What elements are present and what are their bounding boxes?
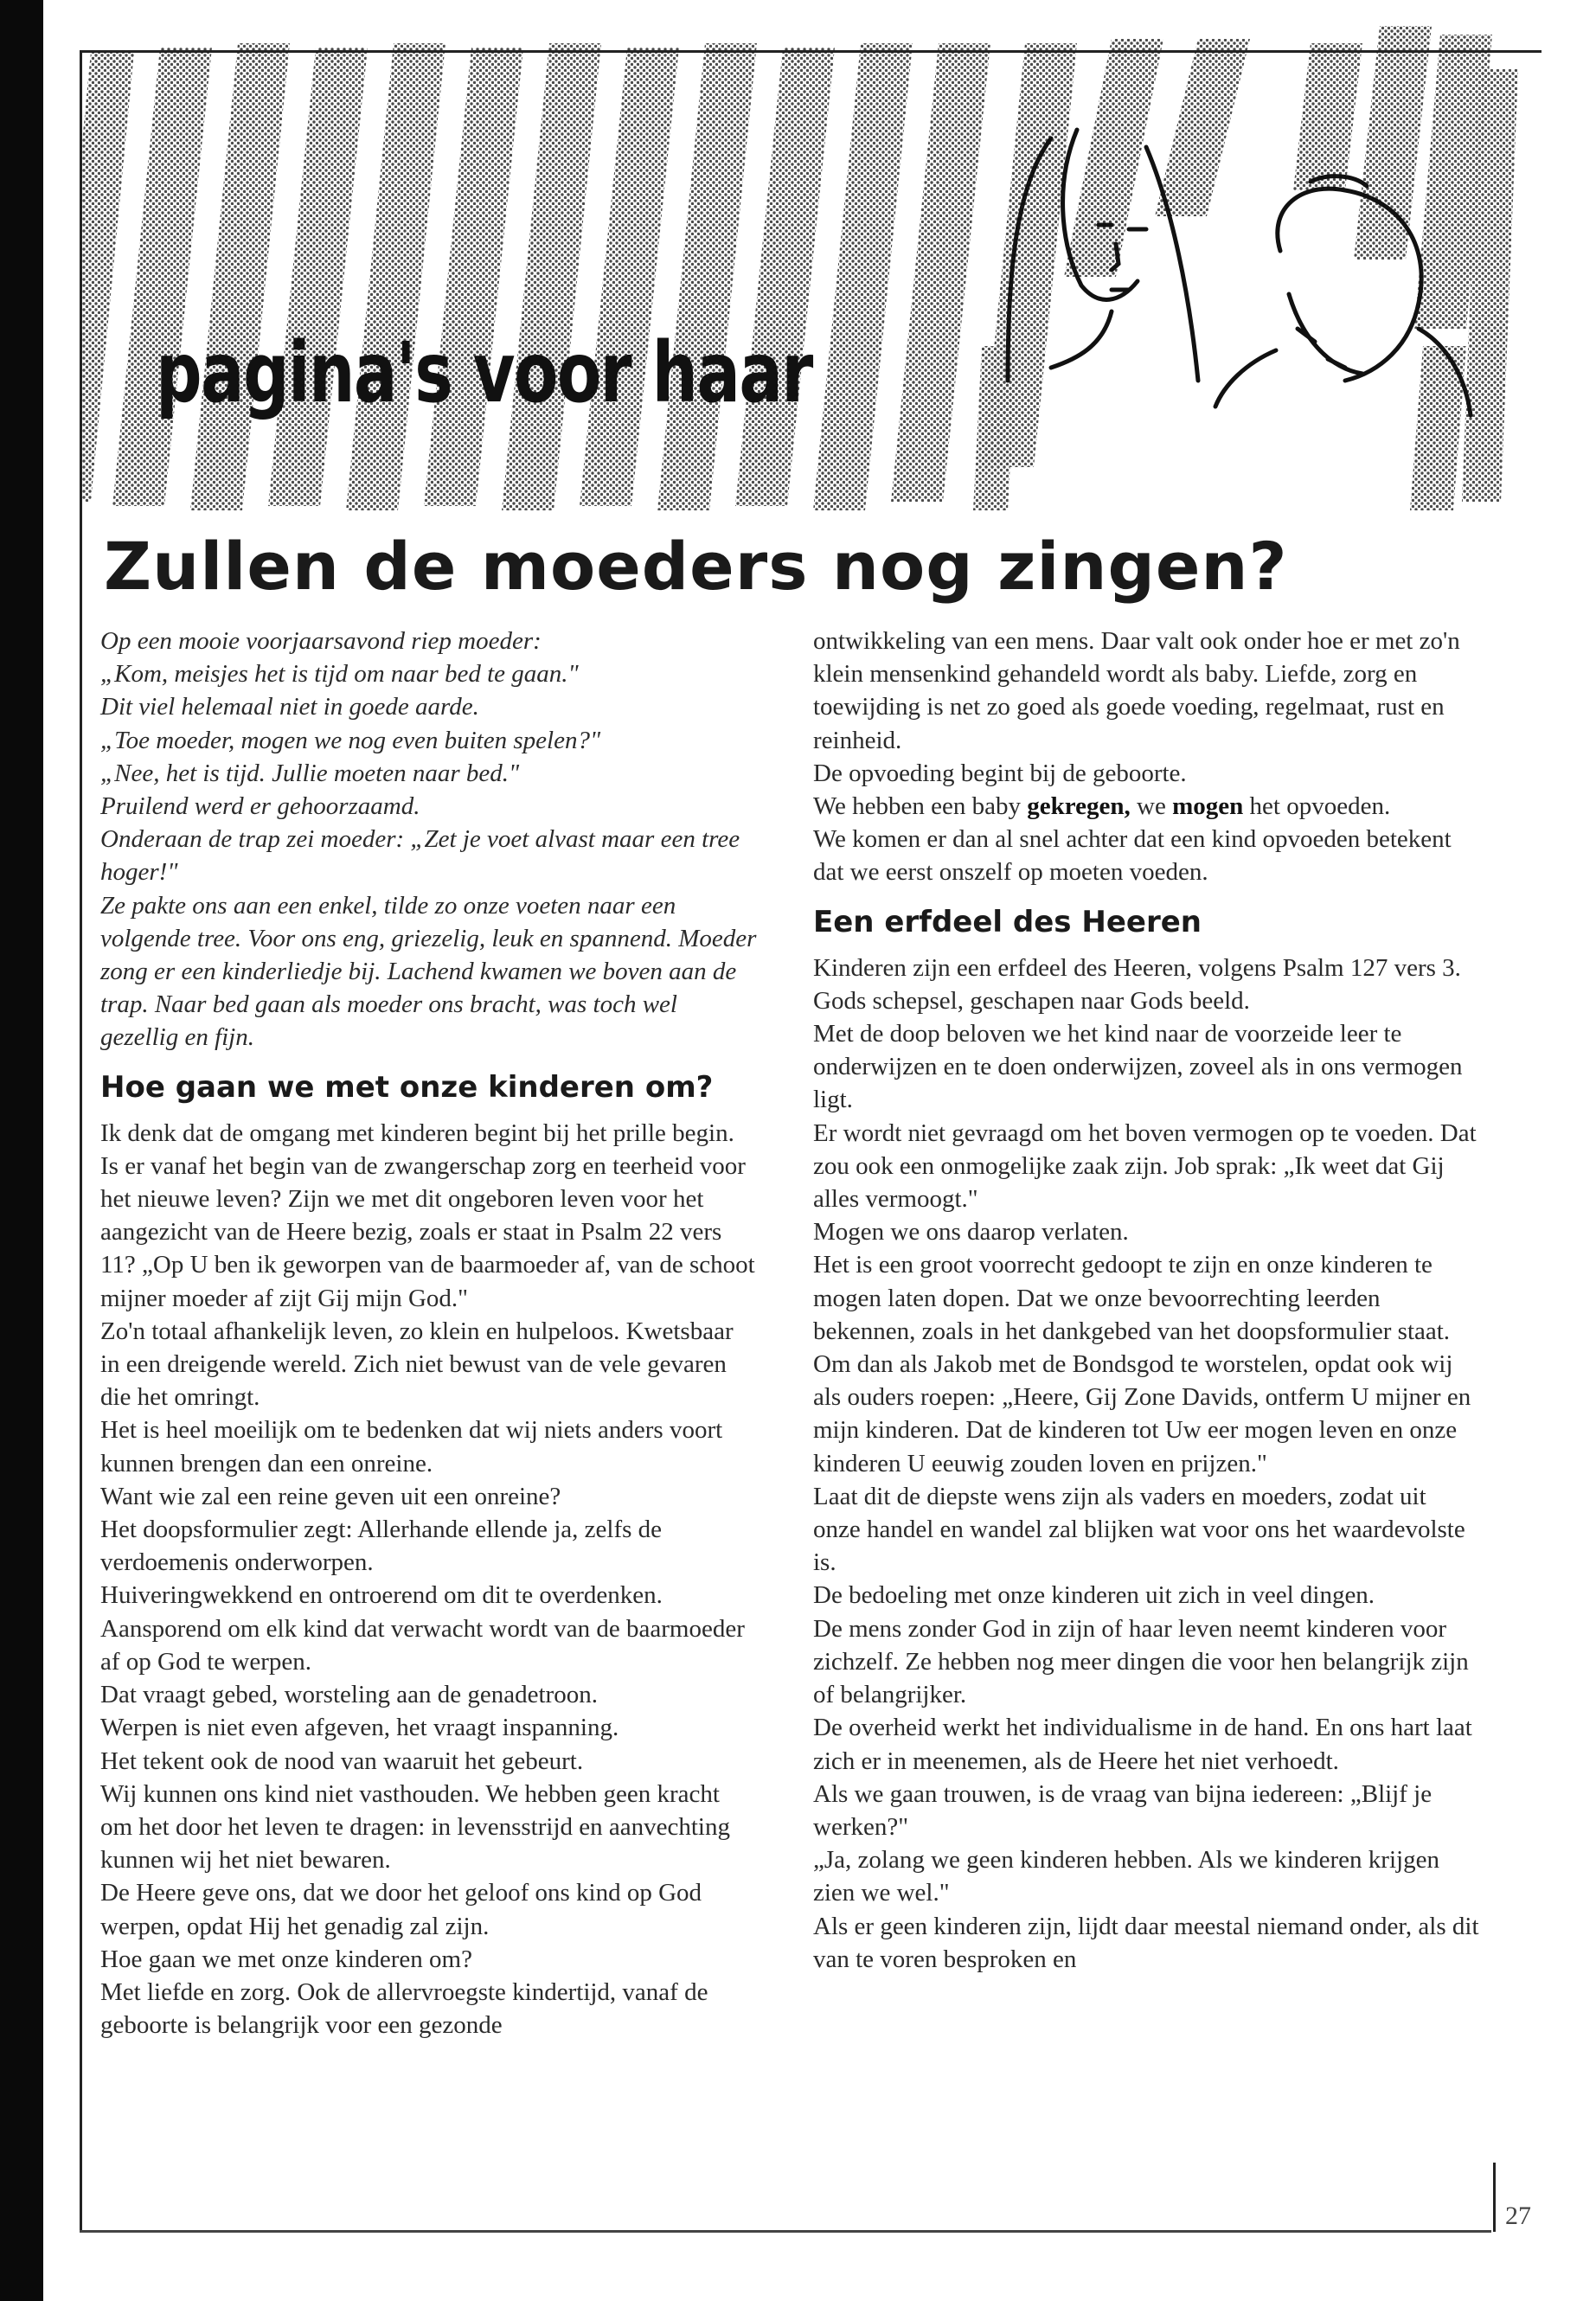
body-paragraph: Het tekent ook de nood van waaruit het gebeurt. (100, 1747, 584, 1775)
gift-text-part: we (1130, 792, 1173, 821)
body-paragraph: Huiveringwekkend en ontroerend om dit te overdenken. Aansporend om elk kind dat verwacht wordt van de baarmoeder af op God te werpen. (100, 1581, 745, 1676)
header-illustration (82, 17, 1544, 528)
body-paragraph: Met de doop beloven we het kind naar de voorzeide leer te onderwijzen en te doen onderwijzen, zoveel als in ons vermogen ligt. (813, 1020, 1463, 1114)
intro-line: Onderaan de trap zei moeder: „Zet je voet alvast maar een tree hoger!" (100, 825, 740, 887)
frame-bottom-rule (80, 2230, 1491, 2233)
gift-sentence (813, 790, 1479, 823)
body-paragraph: Mogen we ons daarop verlaten. (813, 1218, 1129, 1247)
gift-emphasis: mogen (1172, 792, 1244, 821)
intro-line: Op een mooie voorjaarsavond riep moeder: (100, 627, 542, 655)
body-paragraph: Het is heel moeilijk om te bedenken dat wij niets anders voort kunnen brengen dan een onreine. (100, 1416, 723, 1477)
intro-line: Ze pakte ons aan een enkel, tilde zo onze voeten naar een volgende tree. Voor ons eng, griezelig, leuk en spannend. Moeder zong er een kinderliedje bij. Lachend kwamen we boven aan de trap. Naar bed gaan als moeder ons bracht, was toch wel gezellig en fijn. (100, 891, 757, 1052)
body-paragraph: Wij kunnen ons kind niet vasthouden. We hebben geen kracht om het door het leven te dragen: in levensstrijd en aanvechting kunnen wij het niet bewaren. (100, 1779, 730, 1875)
body-paragraph: ontwikkeling van een mens. Daar valt ook onder hoe er met zo'n klein mensenkind gehandeld wordt als baby. Liefde, zorg en toewijding is net zo goed als goede voeding, regelmaat, rust en reinheid. (813, 627, 1460, 754)
section1-heading: Hoe gaan we met onze kinderen om? (100, 1069, 714, 1105)
page-number-rule (1493, 2163, 1496, 2232)
article-title: Zullen de moeders nog zingen? (104, 528, 1288, 605)
body-paragraph: „Ja, zolang we geen kinderen hebben. Als we kinderen krijgen zien we wel." (813, 1846, 1439, 1907)
left-column (100, 625, 758, 2041)
header-banner (82, 17, 1544, 528)
right-column (813, 625, 1479, 1976)
body-paragraph: De opvoeding begint bij de geboorte. (813, 759, 1187, 787)
body-paragraph: Het doopsformulier zegt: Allerhande ellende ja, zelfs de verdoemenis onderworpen. (100, 1516, 663, 1577)
intro-line: Dit viel helemaal niet in goede aarde. (100, 693, 479, 721)
page-number: 27 (1505, 2202, 1531, 2230)
body-paragraph: Als we gaan trouwen, is de vraag van bijna iedereen: „Blijf je werken?" (813, 1779, 1433, 1841)
intro-line: „Kom, meisjes het is tijd om naar bed te gaan." (100, 660, 579, 689)
body-paragraph: Laat dit de diepste wens zijn als vaders en moeders, zodat uit onze handel en wandel zal blijken wat voor ons het waardevolste is. (813, 1482, 1465, 1577)
body-paragraph: De overheid werkt het individualisme in de hand. En ons hart laat zich er in meenemen, als de Heere het niet verhoedt. (813, 1714, 1472, 1775)
body-paragraph: Werpen is niet even afgeven, het vraagt inspanning. (100, 1714, 619, 1742)
body-paragraph: Ik denk dat de omgang met kinderen begint bij het prille begin. Is er vanaf het begin van de zwangerschap zorg en teerheid voor het nieuwe leven? Zijn we met dit ongeboren leven voor het aangezicht van de Heere bezig, zoals er staat in Psalm 22 vers 11? „Op U ben ik geworpen van de baarmoeder af, van de schoot mijner moeder af zijt Gij mijn God." (100, 1118, 755, 1312)
body-paragraph: Met liefde en zorg. Ook de allervroegste kindertijd, vanaf de geboorte is belangrijk voor een gezonde (100, 1977, 708, 2040)
gift-emphasis: gekregen, (1027, 792, 1131, 821)
body-paragraph: Want wie zal een reine geven uit een onreine? (100, 1482, 561, 1510)
section2-heading: Een erfdeel des Heeren (813, 904, 1202, 939)
body-paragraph: Als er geen kinderen zijn, lijdt daar meestal niemand onder, als dit van te voren besproken en (813, 1912, 1479, 1973)
body-paragraph: Hoe gaan we met onze kinderen om? (100, 1945, 472, 1973)
section-label: pagina's voor haar (156, 324, 812, 421)
gift-text-part: We hebben een baby (813, 792, 1028, 821)
body-paragraph: De mens zonder God in zijn of haar leven neemt kinderen voor zichzelf. Ze hebben nog meer dingen die voor hen belangrijk zijn of belangrijker. (813, 1614, 1469, 1709)
frame-top-rule (80, 50, 1542, 53)
black-page-edge (0, 0, 43, 2301)
halftone-stripes (82, 26, 1518, 510)
body-paragraph: Kinderen zijn een erfdeel des Heeren, volgens Psalm 127 vers 3. Gods schepsel, geschapen naar Gods beeld. (813, 953, 1461, 1015)
body-paragraph: Zo'n totaal afhankelijk leven, zo klein en hulpeloos. Kwetsbaar in een dreigende wereld. Zich niet bewust van de vele gevaren die het omringt. (100, 1317, 734, 1412)
frame-left-rule (80, 50, 82, 2230)
intro-line: „Nee, het is tijd. Jullie moeten naar bed." (100, 759, 520, 787)
intro-line: Pruilend werd er gehoorzaamd. (100, 792, 420, 821)
body-paragraph: Dat vraagt gebed, worsteling aan de genadetroon. (100, 1681, 598, 1709)
gift-text-part: het opvoeden. (1243, 792, 1391, 821)
body-paragraph: De bedoeling met onze kinderen uit zich in veel dingen. (813, 1581, 1375, 1610)
body-paragraph: Er wordt niet gevraagd om het boven vermogen op te voeden. Dat zou ook een onmogelijke zaak zijn. Job sprak: „Ik weet dat Gij alles vermoogt." (813, 1118, 1477, 1214)
body-paragraph: Het is een groot voorrecht gedoopt te zijn en onze kinderen te mogen laten dopen. Dat we onze bevoorrechting leerden bekennen, zoals in het dankgebed van het doopsformulier staat. Om dan als Jakob met de Bondsgod te worstelen, opdat ook wij als ouders roepen: „Heere, Gij Zone Davids, ontferm U mijner en mijn kinderen. Dat de kinderen tot Uw eer mogen leven en onze kinderen U eeuwig zouden loven en prijzen." (813, 1251, 1471, 1477)
body-paragraph: We komen er dan al snel achter dat een kind opvoeden betekent dat we eerst onszelf op moeten voeden. (813, 825, 1452, 887)
body-paragraph: De Heere geve ons, dat we door het geloof ons kind op God werpen, opdat Hij het genadig zal zijn. (100, 1879, 702, 1940)
intro-line: „Toe moeder, mogen we nog even buiten spelen?" (100, 726, 601, 754)
